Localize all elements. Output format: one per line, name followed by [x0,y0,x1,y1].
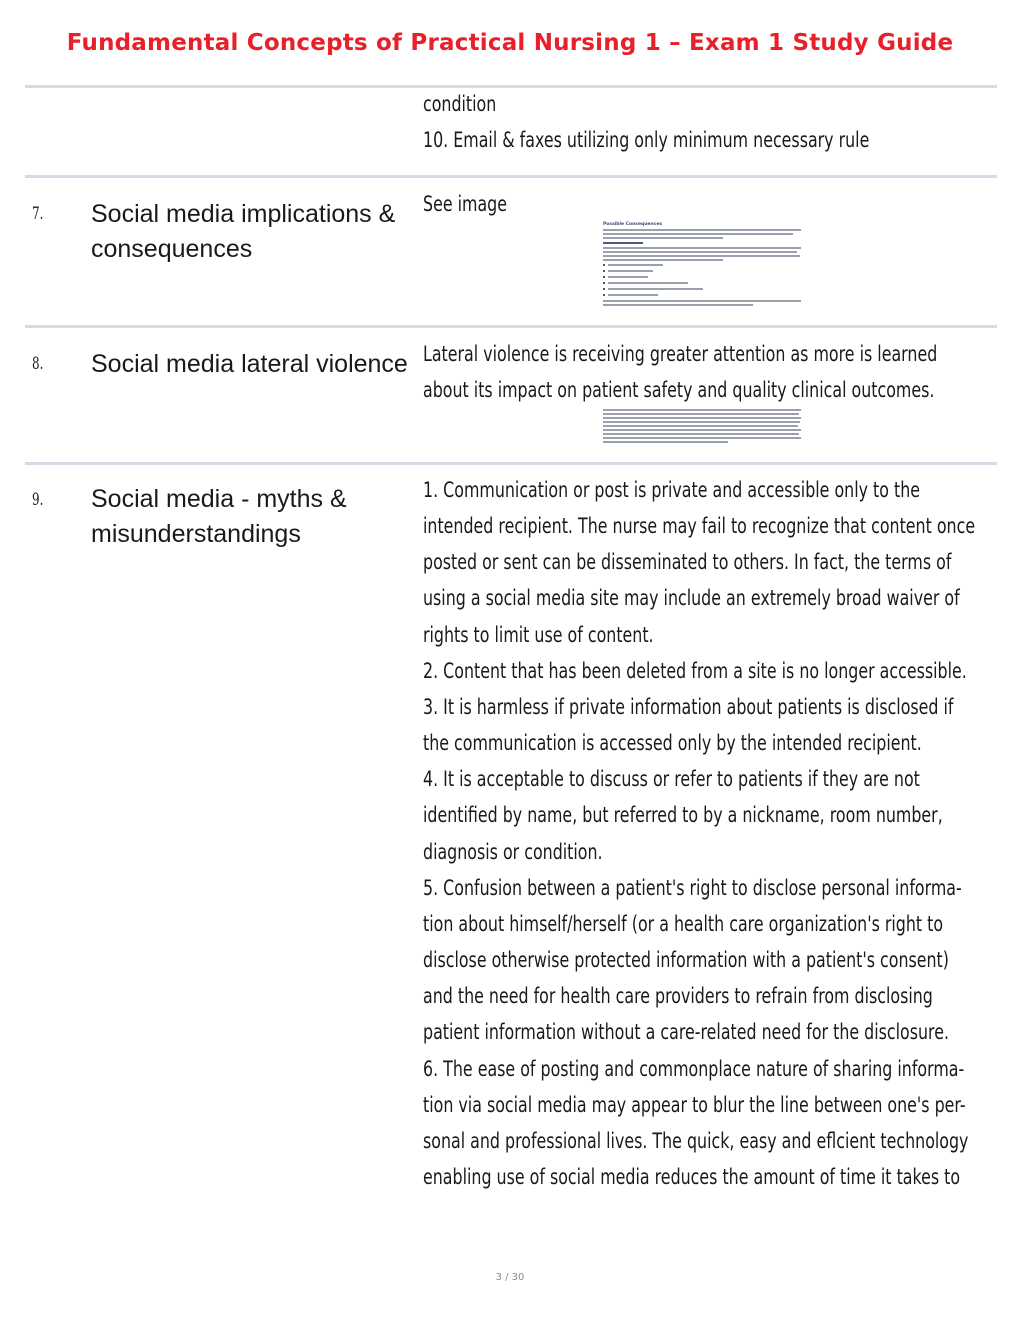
row-number: 9. [32,490,44,510]
continued-line: condition [423,92,497,116]
answer-line: posted or sent can be disseminated to others. In fact, the terms of [423,550,952,575]
row-topic: Social media lateral violence [91,350,408,378]
answer-line: using a social media site may include an extremely broad waiver of [423,586,960,611]
page-title: Fundamental Concepts of Practical Nursing 1 – Exam 1 Study Guide [66,30,954,56]
answer-line: diagnosis or condition. [423,839,603,864]
lateral-violence-image [603,408,803,446]
continued-line: 10. Email & faxes utilizing only minimum necessary rule [423,128,870,153]
answer-line: 3. It is harmless if private information about patients is disclosed if [423,694,954,719]
answer-line: 1. Communication or post is private and accessible only to the [423,478,921,502]
answer-line: rights to limit use of content. [423,622,654,647]
row-number: 8. [32,354,44,374]
answer-line: disclose otherwise protected information with a patient's consent) [423,948,949,973]
answer-line: and the need for health care providers to refrain from disclosing [423,984,933,1009]
answer-line: 2. Content that has been deleted from a site is no longer accessible. [423,658,967,683]
answer-line: Lateral violence is receiving greater attention as more is learned [423,342,938,366]
row-answer [423,336,982,408]
table-divider [25,462,997,465]
answer-line: patient information without a care-related need for the disclosure. [423,1020,949,1045]
answer-line: tion about himself/herself (or a health care organization's right to [423,911,944,936]
answer-line: enabling use of social media reduces the amount of time it takes to [423,1164,961,1189]
row-topic: Social media - myths & misunderstandings [91,485,347,548]
row-topic: Social media implications & consequences [91,200,396,263]
table-divider [25,175,997,178]
answer-line: 4. It is acceptable to discuss or refer to patients if they are not [423,767,920,792]
answer-line: 6. The ease of posting and commonplace nature of sharing informa- [423,1056,965,1081]
answer-line: sonal and professional lives. The quick, easy and eflcient technology [423,1128,969,1153]
answer-line: identified by name, but referred to by a nickname, room number, [423,803,943,828]
page-indicator: 3 / 30 [495,1272,525,1283]
answer-line: 5. Confusion between a patient's right to disclose personal informa- [423,875,962,900]
answer-line: tion via social media may appear to blur the line between one's per- [423,1092,966,1117]
consequences-image [603,222,803,312]
row-answer [423,472,982,1195]
answer-line: intended recipient. The nurse may fail to recognize that content once [423,514,976,539]
image-heading: Possible Consequences [603,222,663,227]
answer-line: the communication is accessed only by the intended recipient. [423,731,922,756]
answer-line: about its impact on patient safety and quality clinical outcomes. [423,378,935,403]
row-number: 7. [32,204,44,224]
continued-answer-cell [423,86,982,158]
answer-line: See image [423,192,508,216]
table-divider [25,325,997,328]
row-answer [423,186,982,222]
